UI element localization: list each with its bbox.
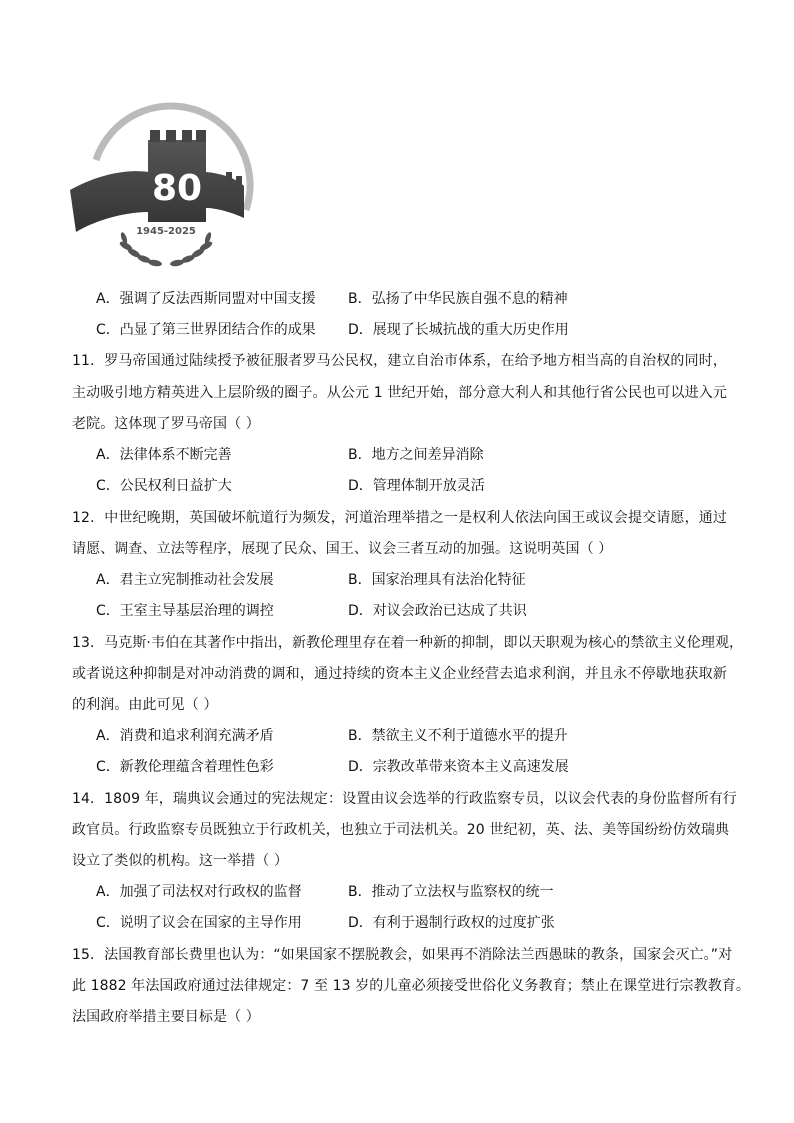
q13-stem-line: 的利润。由此可见（ ） <box>72 697 218 713</box>
q13-option-c[interactable]: C．新教伦理蕴含着理性色彩 <box>96 759 274 775</box>
q11-option-c[interactable]: C．公民权利日益扩大 <box>96 478 232 494</box>
logo-years: 1945-2025 <box>136 226 196 237</box>
q11-stem-line: 老院。这体现了罗马帝国（ ） <box>72 416 260 432</box>
q13-option-a[interactable]: A．消费和追求利润充满矛盾 <box>96 728 274 744</box>
q11-option-b[interactable]: B．地方之间差异消除 <box>348 447 484 463</box>
great-wall-80-anniversary-logo <box>66 100 256 272</box>
q15-stem-line: 15．法国教育部长费里也认为：“如果国家不摆脱教会，如果再不消除法兰西愚昧的教条，国家会灭亡。”对 <box>72 947 733 963</box>
logo-number: 80 <box>151 168 203 209</box>
q12-option-c[interactable]: C．王室主导基层治理的调控 <box>96 603 274 619</box>
q12-option-a[interactable]: A．君主立宪制推动社会发展 <box>96 572 274 588</box>
q14-stem-line: 14．1809 年，瑞典议会通过的宪法规定：设置由议会选举的行政监察专员，以议会代表的身份监督所有行 <box>72 791 737 807</box>
q11-option-a[interactable]: A．法律体系不断完善 <box>96 447 232 463</box>
q14-option-a[interactable]: A．加强了司法权对行政权的监督 <box>96 884 302 900</box>
q11-option-d[interactable]: D．管理体制开放灵活 <box>348 478 485 494</box>
q13-stem-line: 或者说这种抑制是对冲动消费的调和，通过持续的资本主义企业经营去追求利润，并且永不停歇地获取新 <box>72 666 727 682</box>
q15-stem-line: 此 1882 年法国政府通过法律规定：7 至 13 岁的儿童必须接受世俗化义务教育；禁止在课堂进行宗教教育。 <box>72 978 750 994</box>
q12-option-d[interactable]: D．对议会政治已达成了共识 <box>348 603 527 619</box>
q14-option-d[interactable]: D．有利于遏制行政权的过度扩张 <box>348 915 555 931</box>
q14-stem-line: 政官员。行政监察专员既独立于行政机关，也独立于司法机关。20 世纪初，英、法、美等国纷纷仿效瑞典 <box>72 822 730 838</box>
q14-stem-line: 设立了类似的机构。这一举措（ ） <box>72 853 289 869</box>
q11-stem-line: 主动吸引地方精英进入上层阶级的圈子。从公元 1 世纪开始，部分意大利人和其他行省公民也可以进入元 <box>72 385 727 401</box>
q13-stem-line: 13．马克斯·韦伯在其著作中指出，新教伦理里存在着一种新的抑制，即以天职观为核心的禁欲主义伦理观， <box>72 635 744 651</box>
q11-stem-line: 11．罗马帝国通过陆续授予被征服者罗马公民权，建立自治市体系，在给予地方相当高的自治权的同时， <box>72 353 727 369</box>
q10-option-d[interactable]: D．展现了长城抗战的重大历史作用 <box>348 322 569 338</box>
q10-option-c[interactable]: C．凸显了第三世界团结合作的成果 <box>96 322 316 338</box>
q12-option-b[interactable]: B．国家治理具有法治化特征 <box>348 572 526 588</box>
q13-option-d[interactable]: D．宗教改革带来资本主义高速发展 <box>348 759 569 775</box>
q14-option-b[interactable]: B．推动了立法权与监察权的统一 <box>348 884 554 900</box>
q12-stem-line: 12．中世纪晚期，英国破坏航道行为频发，河道治理举措之一是权利人依法向国王或议会提交请愿，通过 <box>72 510 727 526</box>
q14-option-c[interactable]: C．说明了议会在国家的主导作用 <box>96 915 302 931</box>
q12-stem-line: 请愿、调查、立法等程序，展现了民众、国王、议会三者互动的加强。这说明英国（ ） <box>72 541 613 557</box>
q13-option-b[interactable]: B．禁欲主义不利于道德水平的提升 <box>348 728 568 744</box>
q10-option-a[interactable]: A．强调了反法西斯同盟对中国支援 <box>96 291 316 307</box>
q10-option-b[interactable]: B．弘扬了中华民族自强不息的精神 <box>348 291 568 307</box>
q15-stem-line: 法国政府举措主要目标是（ ） <box>72 1009 260 1025</box>
